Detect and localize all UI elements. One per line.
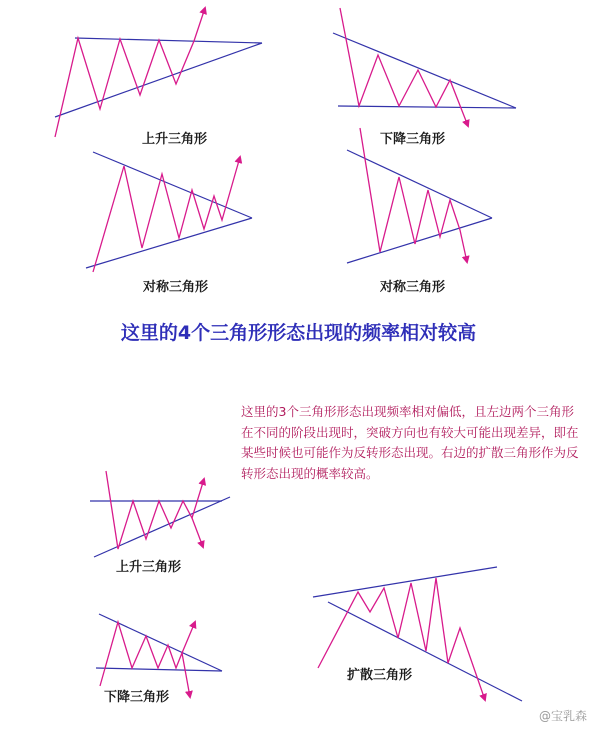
price-zigzag (93, 157, 240, 272)
label-broadening-triangle: 扩散三角形 (347, 668, 413, 683)
upper-trendline (313, 567, 497, 597)
headline-text: 这里的4个三角形形态出现的频率相对较高 (120, 322, 477, 344)
label-ascending-triangle-bottom: 上升三角形 (116, 560, 182, 575)
upper-trendline (93, 152, 252, 218)
lower-trendline (86, 218, 252, 268)
symmetric-triangle-left (86, 152, 252, 272)
price-zigzag (340, 8, 468, 126)
support-line (96, 668, 222, 671)
label-ascending-triangle-top: 上升三角形 (142, 132, 208, 147)
watermark: @宝乳森 (538, 709, 587, 723)
lower-trendline (328, 602, 522, 701)
ascending-triangle-top (55, 8, 262, 137)
broadening-triangle (313, 567, 522, 701)
descending-triangle-top (333, 8, 516, 126)
label-symmetric-triangle-right: 对称三角形 (380, 280, 446, 295)
resistance-line (333, 33, 516, 108)
label-descending-triangle-bottom: 下降三角形 (104, 690, 170, 705)
resistance-line (75, 38, 262, 43)
support-line (338, 106, 516, 108)
label-symmetric-triangle-left: 对称三角形 (143, 280, 209, 295)
support-line (55, 43, 262, 117)
annotation-note: 这里的3个三角形形态出现频率相对偏低，且左边两个三角形在不同的阶段出现时，突破方向也有较大可能出现差异，即在某些时候也可能作为反转形态出现。右边的扩散三角形作为反转形态出现的概率较高。 (241, 404, 579, 481)
alt-break-arrow (182, 622, 195, 653)
label-descending-triangle-top: 下降三角形 (380, 132, 446, 147)
price-zigzag (55, 8, 205, 137)
alt-break-arrow (192, 518, 203, 547)
ascending-triangle-bottom (90, 471, 230, 557)
price-zigzag (106, 471, 204, 549)
descending-triangle-bottom (96, 614, 222, 697)
symmetric-triangle-right (347, 128, 492, 263)
